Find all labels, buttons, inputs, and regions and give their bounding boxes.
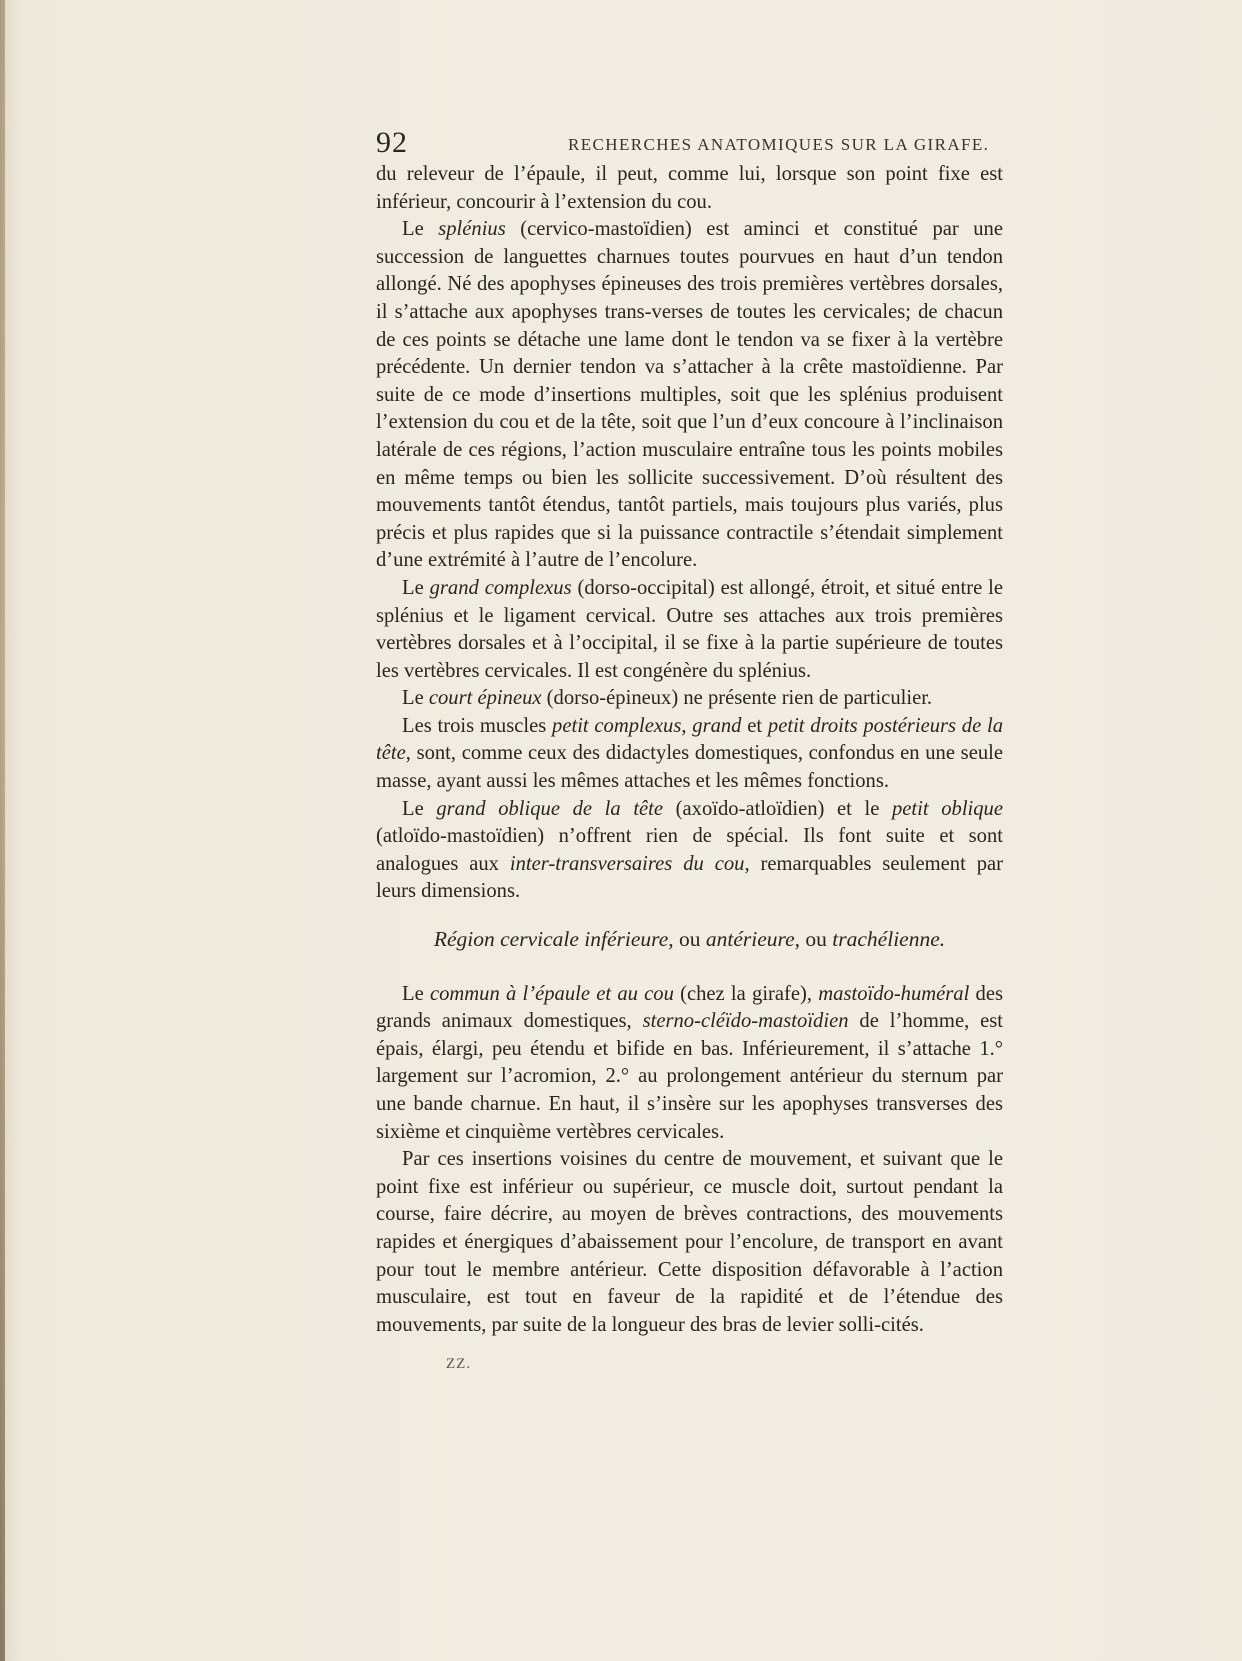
heading-term: trachélienne.	[832, 927, 946, 952]
text-run: de l’homme, est épais, élargi, peu étendu et bifide en bas. Inférieurement, il s’attache 1.° largement sur l’acromion, 2.° au prolongement antérieur du sternum par une bande charnue. En haut, il s’insère sur les apophyses transverses des sixième et cinquième vertèbres cervicales.	[376, 1010, 1004, 1143]
page-binding-edge	[0, 0, 5, 1661]
section-heading	[376, 926, 1003, 954]
muscle-term: grand oblique de la tête	[436, 797, 664, 820]
muscle-term: grand complexus	[429, 576, 572, 599]
text-run: Le	[402, 797, 437, 820]
text-run: (chez la girafe),	[673, 982, 819, 1005]
text-run: et	[741, 714, 768, 737]
muscle-term: court épineux	[428, 687, 542, 710]
text-run: , ou	[794, 927, 833, 952]
author-signature: ZZ.	[446, 1356, 472, 1373]
paragraph-grand-complexus	[376, 575, 1003, 685]
text-run: (atloïdo-mastoïdien) n’offrent rien de spécial. Ils font suite et sont analogues aux	[376, 825, 1003, 875]
muscle-term: petit oblique	[891, 797, 1003, 820]
muscle-term: inter-transversaires du cou	[509, 852, 745, 875]
paragraph-splenius	[376, 216, 1003, 575]
paragraph-petit-complexus	[376, 713, 1003, 796]
muscle-term: petit droits postérieurs de la tête	[376, 714, 1004, 765]
text-run: , ou	[668, 927, 706, 952]
text-run: Le	[402, 576, 430, 599]
muscle-term: petit complexus	[552, 714, 682, 737]
main-text	[376, 161, 1003, 1379]
text-run: (dorso-épineux) ne présente rien de particulier.	[541, 687, 933, 710]
text-run: (axoïdo-atloïdien) et le	[663, 797, 892, 820]
paragraph-text: Par ces insertions voisines du centre de mouvement, et suivant que le point fixe est inférieur ou supérieur, ce muscle doit, surtout pendant la course, faire décrire, au moyen de brèves contractions, des mouvements rapides et énergiques d’abaissement pour l’encolure, de transport en avant pour tout le membre antérieur. Cette disposition défavorable à l’action musculaire, est tout en faveur de la rapidité et de l’étendue des mouvements, par suite de la longueur des bras de levier solli-cités.	[376, 1148, 1003, 1336]
paragraph-commun-epaule	[376, 981, 1003, 1147]
text-run: , remarquables seulement par leurs dimensions.	[376, 852, 1003, 903]
muscle-term: grand	[692, 714, 742, 737]
paragraph-court-epineux	[376, 685, 1003, 713]
text-run: (dorso-occipital) est allongé, étroit, et situé entre le splénius et le ligament cervical. Outre ses attaches aux trois premières vertèbres dorsales et à l’occipital, il se fixe à la partie supérieure de toutes les vertèbres cervicales. Il est congénère du splénius.	[376, 576, 1003, 682]
muscle-term: sterno-cléïdo-mastoïdien	[642, 1010, 849, 1033]
muscle-term: mastoïdo-huméral	[818, 982, 970, 1005]
text-run: Les trois muscles	[402, 714, 553, 737]
paragraph-text: du releveur de l’épaule, il peut, comme lui, lorsque son point fixe est inférieur, concourir à l’extension du cou.	[376, 163, 1003, 213]
text-run: ,	[681, 714, 693, 737]
text-run: Le	[402, 218, 439, 241]
paragraph-continued	[376, 161, 1003, 216]
text-run: (cervico-mastoïdien) est aminci et constitué par une succession de languettes charnues toutes pourvues en haut d’un tendon allongé. Né des apophyses épineuses des trois premières vertèbres dorsales, il s’attache aux apophyses trans-verses de toutes les cervicales; de chacun de ces points se détache une lame dont le tendon va se fixer à la vertèbre précédente. Un dernier tendon va s’attacher à la crête mastoïdienne. Par suite de ce mode d’insertions multiples, soit que les splénius produisent l’extension du cou et de la tête, soit que l’un d’eux concoure à l’inclinaison latérale de ces régions, l’action musculaire entraîne tous les points mobiles en même temps ou bien les sollicite successivement. D’où résultent des mouvements tantôt étendus, tantôt partiels, mais toujours plus variés, plus précis et plus rapides que si la puissance contractile s’étendait simplement d’une extrémité à l’autre de l’encolure.	[376, 218, 1003, 572]
running-title: RECHERCHES ANATOMIQUES SUR LA GIRAFE.	[568, 135, 990, 154]
running-header	[376, 126, 1006, 160]
heading-term: Région cervicale inférieure	[433, 927, 669, 952]
text-run: Le	[402, 982, 430, 1005]
text-run: Le	[402, 687, 429, 710]
text-run: , sont, comme ceux des didactyles domestiques, confondus en une seule masse, ayant aussi les mêmes attaches et les mêmes fonctions.	[376, 742, 1003, 793]
heading-term: antérieure	[705, 927, 795, 952]
page-number: 92	[376, 126, 408, 159]
muscle-term: commun à l’épaule et au cou	[429, 982, 674, 1005]
paragraph-grand-oblique	[376, 796, 1003, 906]
muscle-term: splénius	[438, 218, 506, 241]
paragraph-insertions	[376, 1146, 1003, 1339]
text-run: des grands animaux domestiques,	[376, 982, 1003, 1033]
